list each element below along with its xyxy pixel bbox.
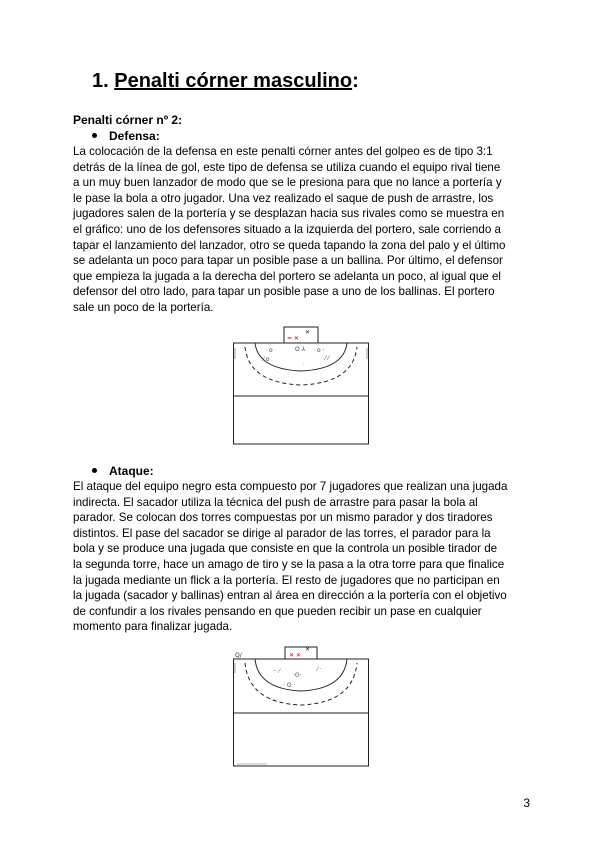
page-title bbox=[92, 70, 359, 93]
svg-text:· ʘ ·: · ʘ · bbox=[283, 682, 296, 689]
page-number: 3 bbox=[523, 796, 530, 810]
svg-text:⁄ o: ⁄ o bbox=[263, 356, 270, 363]
heading-number: 1. bbox=[92, 70, 109, 92]
defense-paragraph bbox=[73, 144, 533, 316]
section-subtitle: Penalti córner nº 2: bbox=[73, 113, 183, 127]
svg-text:o: o bbox=[269, 347, 273, 354]
text-line: de confundir a los rivales pensando en que pueden recibir un pase en cualquier bbox=[73, 604, 482, 618]
svg-text:⁄ ·: ⁄ · bbox=[317, 666, 322, 673]
svg-text:⁄ ⁄: ⁄ ⁄ bbox=[325, 355, 329, 362]
text-line: la segunda torre, hace un amago de tiro y se la pasa a la otra torre para que finalice bbox=[73, 557, 505, 571]
text-line: indirecta. El sacador utiliza la técnica del push de arrastre para pasar la bola al bbox=[73, 495, 478, 509]
text-line: la jugada (sacador y ballinas) entran al área en dirección a la portería con el objetivo bbox=[73, 589, 507, 603]
defense-label: Defensa: bbox=[109, 129, 160, 143]
svg-text:✕ ✕: ✕ ✕ bbox=[289, 652, 301, 659]
text-line: la jugada mediante un flick a la portería. El resto de jugadores que no participan en bbox=[73, 573, 500, 587]
svg-text:✕: ✕ bbox=[305, 329, 311, 336]
text-line: se adelanta un poco para tapar un posible pase a un ballina. Por último, el defensor bbox=[73, 254, 503, 268]
attack-paragraph bbox=[73, 479, 533, 635]
attack-bullet bbox=[92, 464, 154, 478]
text-line: a un muy buen lanzador de modo que se le presiona para que no lance a portería y bbox=[73, 176, 502, 190]
svg-text:Q/: Q/ bbox=[235, 652, 242, 659]
heading-suffix: : bbox=[352, 70, 359, 92]
text-line: le pase la bola a otro jugador. Una vez realizado el saque de push de arrastre, los bbox=[73, 191, 494, 205]
defense-field-diagram bbox=[233, 325, 369, 445]
svg-text:·ʘ·: ·ʘ· bbox=[293, 672, 302, 679]
text-line: que empieza la jugada a la derecha del portero se adelanta un poco, al igual que el bbox=[73, 269, 501, 283]
defense-bullet bbox=[92, 129, 160, 143]
bullet-icon bbox=[92, 468, 97, 473]
svg-text:·· ⁄: ·· ⁄ bbox=[273, 668, 280, 675]
text-line: La colocación de la defensa en este penalti córner antes del golpeo es de tipo 3:1 bbox=[73, 145, 493, 158]
text-line: parador. Se colocan dos torres compuestas por un mismo parador y dos tiradores bbox=[73, 511, 493, 525]
text-line: tapar el lanzamiento del lanzador, otro se queda tapando la zona del palo y el último bbox=[73, 238, 506, 252]
text-line: jugadores salen de la portería y se desplazan hacia sus rivales como se muestra en bbox=[73, 207, 505, 221]
text-line: defensor del otro lado, para tapar un posible pase a uno de los ballinas. El portero bbox=[73, 285, 495, 299]
text-line: el gráfico: uno de los defensores situado a la izquierda del portero, sale corriendo a bbox=[73, 222, 501, 236]
text-line: detrás de la línea de gol, este tipo de defensa se utiliza cuando el equipo rival tiene bbox=[73, 160, 501, 174]
svg-text:≈ ✕: ≈ ✕ bbox=[287, 335, 299, 342]
svg-text:ʘ ⅄: ʘ ⅄ bbox=[295, 346, 306, 353]
text-line: El ataque del equipo negro esta compuesto por 7 jugadores que realizan una jugada bbox=[73, 480, 508, 493]
text-line: momento para finalizar jugada. bbox=[73, 620, 233, 634]
text-line: bola y se produce una jugada que consiste en que la controla un posible tirador de bbox=[73, 542, 498, 556]
text-line: sale un poco de la portería. bbox=[73, 300, 214, 314]
bullet-icon bbox=[92, 133, 97, 138]
text-line: distintos. El pase del sacador se dirige al parador de las torres, el parador para la bbox=[73, 526, 491, 540]
svg-text:o ·: o · bbox=[317, 347, 325, 354]
svg-text:✕: ✕ bbox=[305, 646, 311, 653]
attack-label: Ataque: bbox=[109, 464, 154, 478]
svg-text:·: · bbox=[303, 361, 305, 367]
attack-field-diagram bbox=[233, 643, 369, 773]
heading-title: Penalti córner masculino bbox=[114, 70, 353, 92]
